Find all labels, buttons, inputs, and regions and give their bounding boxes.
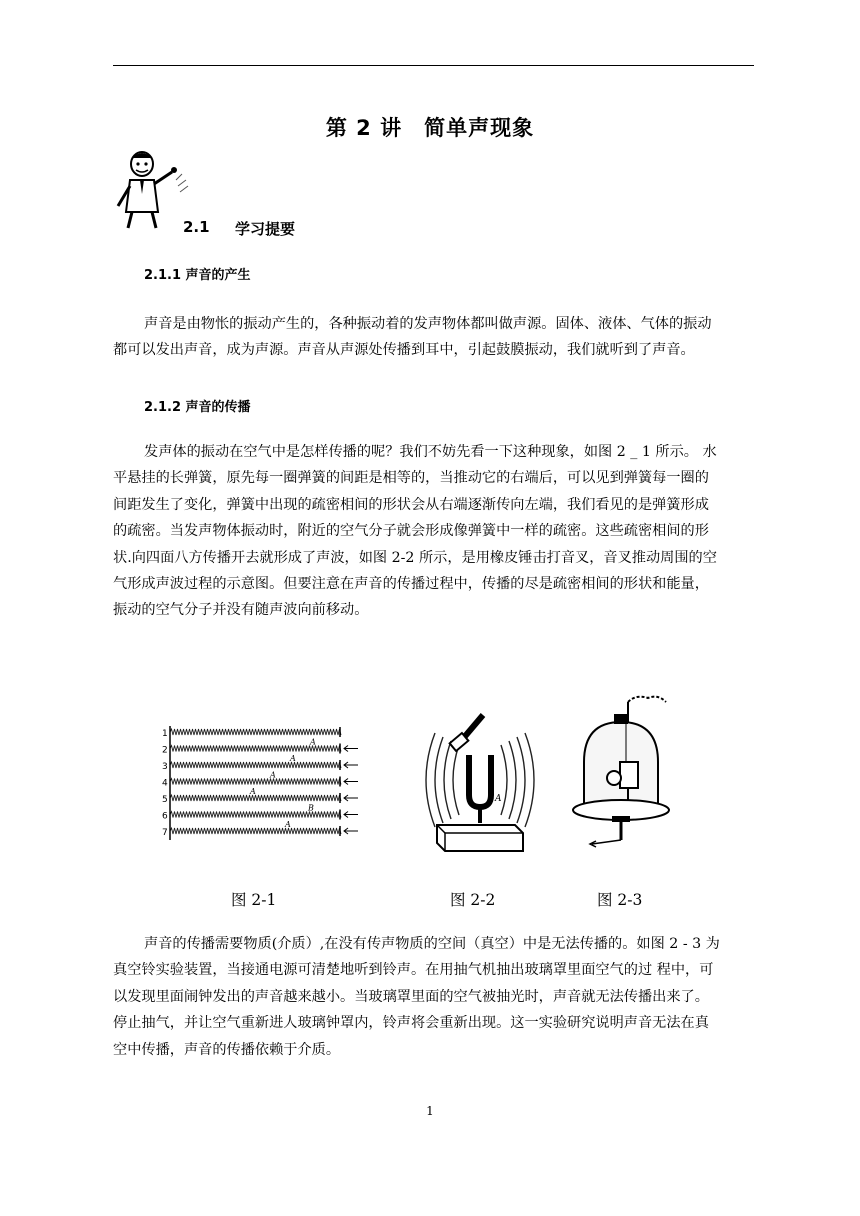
push-arrow bbox=[344, 795, 358, 801]
text-line: 声音的传播需要物质(介质）,在没有传声物质的空间（真空）中是无法传播的。如图 2 - 3 为 bbox=[144, 936, 720, 952]
page-number: 1 bbox=[426, 1104, 434, 1118]
page-title: 第 2 讲 简单声现象 bbox=[325, 116, 535, 140]
text-line: 空中传播，声音的传播依赖于介质。 bbox=[113, 1041, 341, 1058]
spring-row-number: 5 bbox=[162, 795, 168, 805]
spring-coil bbox=[170, 729, 341, 735]
figure-bell-jar bbox=[566, 692, 676, 858]
spring-row-number: 6 bbox=[162, 811, 168, 822]
spring-coil bbox=[170, 812, 341, 818]
paragraph-sound-production bbox=[113, 311, 754, 364]
compression-mark: A bbox=[270, 770, 276, 780]
text-line: 振动的空气分子并没有随声波向前移动。 bbox=[113, 602, 369, 619]
push-arrow bbox=[344, 746, 358, 752]
text-line: 平悬挂的长弹簧，原先每一圈弹簧的间距是相等的，当推动它的右端后，可以见到弹簧每一圈的 bbox=[113, 470, 709, 487]
text-line: 气形成声波过程的示意图。但要注意在声音的传播过程中，传播的尽是疏密相间的形状和能量， bbox=[113, 576, 709, 593]
text-line: 的疏密。当发声物体振动时，附近的空气分子就会形成像弹簧中一样的疏密。这些疏密相间的形 bbox=[113, 523, 709, 540]
section-title: 学习提要 bbox=[235, 220, 296, 238]
compression-mark: B bbox=[308, 803, 314, 813]
paragraph-sound-propagation bbox=[113, 439, 754, 624]
push-arrow bbox=[344, 828, 358, 834]
compression-mark: A bbox=[285, 820, 291, 829]
spring-coil bbox=[170, 828, 341, 834]
figure-caption-2-1: 图 2-1 bbox=[231, 891, 277, 909]
paragraph-medium bbox=[113, 931, 754, 1063]
subsection-heading-2: 2.1.2 声音的传播 bbox=[144, 400, 251, 415]
teacher-mascot-illustration bbox=[112, 150, 190, 230]
fork-label: A bbox=[495, 794, 502, 804]
spring-coil bbox=[170, 762, 341, 768]
text-line: 真空铃实验装置，当接通电源可清楚地听到铃声。在用抽气机抽出玻璃罩里面空气的过 程中，可 bbox=[113, 962, 714, 979]
text-line: 停止抽气，并让空气重新进人玻璃钟罩内，铃声将会重新出现。这一实验研究说明声音无法在真 bbox=[113, 1015, 709, 1032]
figure-spring-waves bbox=[160, 722, 360, 850]
text-line: 声音是由物怅的振动产生的，各种振动着的发声物体都叫做声源。固体、液体、气体的振动 bbox=[144, 316, 712, 332]
spring-row-number: 7 bbox=[162, 828, 168, 838]
text-line: 都可以发出声音，成为声源。声音从声源处传播到耳中，引起鼓膜振动，我们就听到了声音。 bbox=[113, 342, 695, 359]
spring-row-number: 4 bbox=[162, 778, 168, 789]
spring-row-number: 3 bbox=[162, 762, 168, 772]
compression-mark: A bbox=[310, 737, 316, 747]
figure-caption-2-3: 图 2-3 bbox=[597, 891, 643, 909]
figure-caption-2-2: 图 2-2 bbox=[450, 891, 496, 909]
compression-mark: A bbox=[290, 754, 296, 763]
push-arrow bbox=[344, 779, 358, 785]
spring-row-number: 1 bbox=[162, 729, 168, 739]
spring-coil bbox=[170, 779, 341, 785]
subsection-heading-1: 2.1.1 声音的产生 bbox=[144, 268, 251, 283]
text-line: 间距发生了变化，弹簧中出现的疏密相间的形状会从右端逐渐传向左端，我们看见的是弹簧形成 bbox=[113, 496, 709, 513]
figure-tuning-fork bbox=[415, 705, 545, 855]
text-line: 状.向四面八方传播开去就形成了声波，如图 2-2 所示，是用橡皮锤击打音叉，音叉推动周围的空 bbox=[113, 549, 717, 566]
compression-mark: A bbox=[250, 787, 256, 796]
header-rule bbox=[113, 65, 754, 66]
push-arrow bbox=[344, 812, 358, 818]
section-number: 2.1 bbox=[183, 218, 210, 236]
text-line: 发声体的振动在空气中是怎样传播的呢？我们不妨先看一下这种现象，如图 2 _ 1 所示。 水 bbox=[144, 444, 717, 460]
spring-row-number: 2 bbox=[162, 745, 168, 756]
push-arrow bbox=[344, 762, 358, 768]
text-line: 以发现里面闹钟发出的声音越来越小。当玻璃罩里面的空气被抽光时，声音就无法传播出来了。 bbox=[113, 988, 709, 1005]
